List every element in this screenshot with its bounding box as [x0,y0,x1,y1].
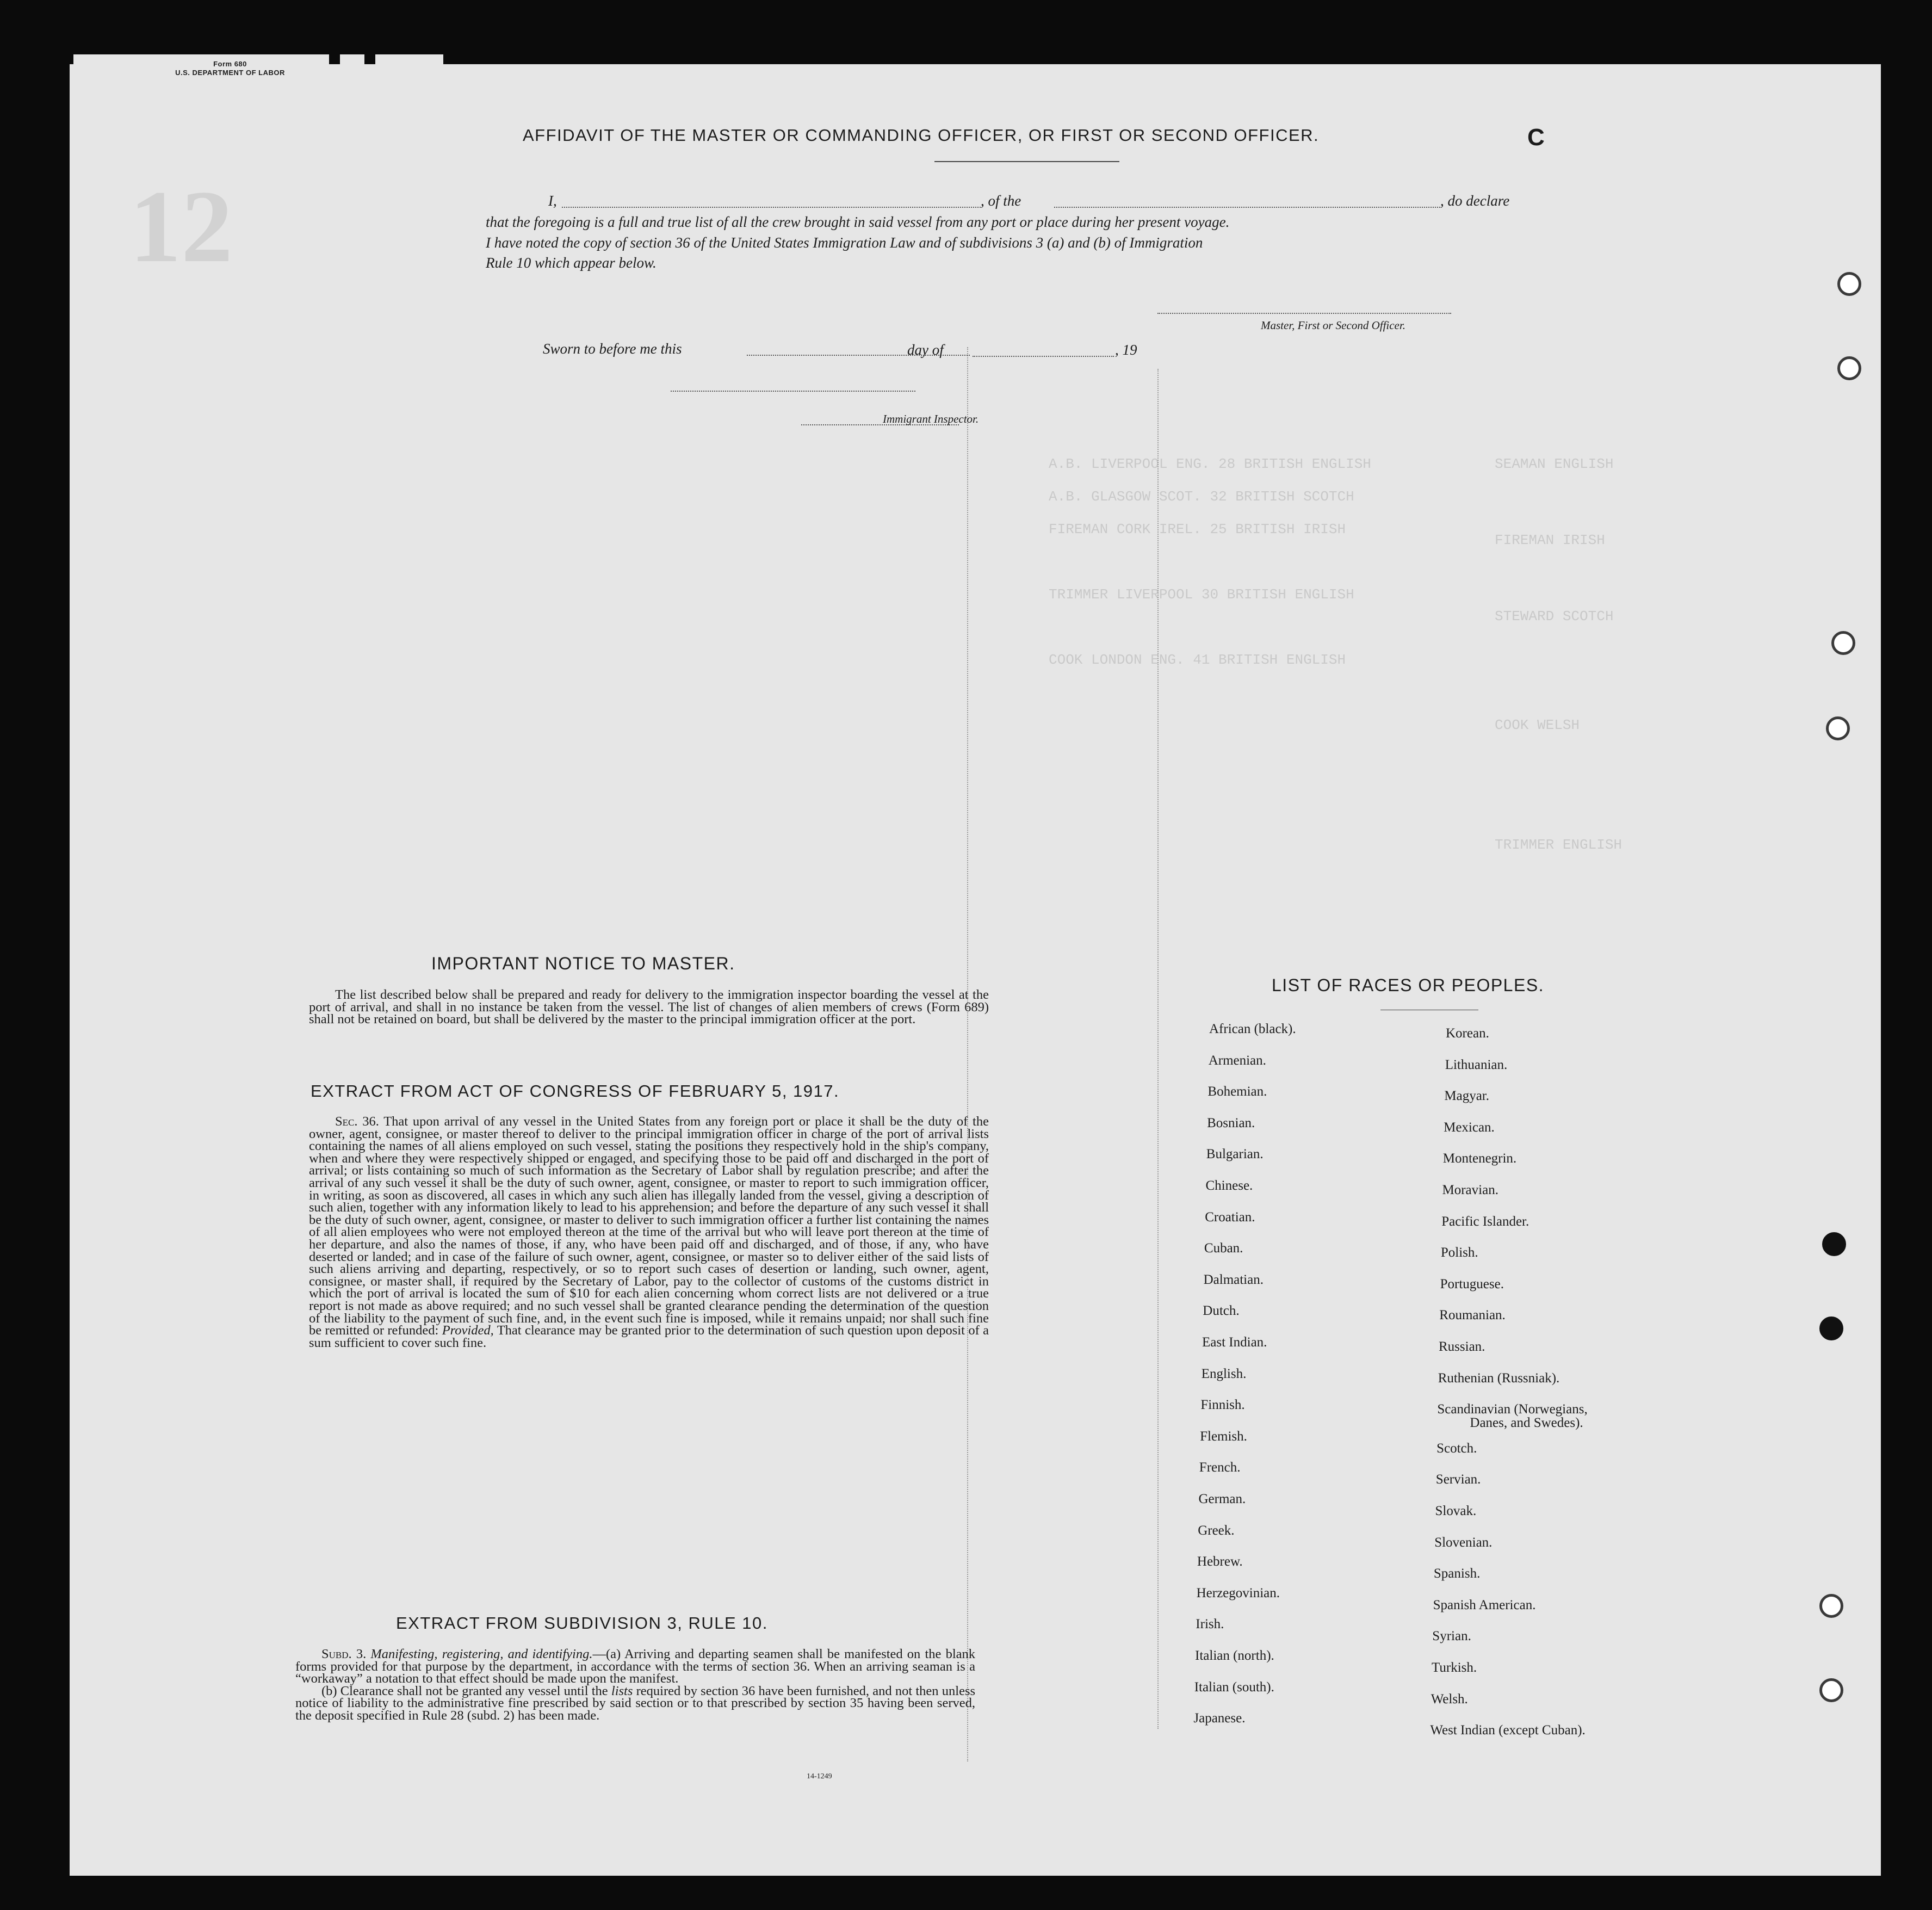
race-item: West Indian (except Cuban). [1430,1723,1586,1738]
document-sheet [70,60,1881,1876]
notice-text: The list described below shall be prepared and ready for delivery to the immigration inspector boarding the vessel at the port of arrival, and shall in no instance be taken from the vessel. The list of changes of alien members of crews (Form 689) shall not be retained on board, but shall be delivered by the master to the principal immigration officer at the port. [309,987,989,1027]
bleed-through-row: TRIMMER ENGLISH [1495,837,1623,853]
department-label: U.S. DEPARTMENT OF LABOR [175,69,285,77]
affidavit-title: AFFIDAVIT OF THE MASTER OR COMMANDING OFFICER, OR FIRST OR SECOND OFFICER. [523,126,1320,145]
race-item: Flemish. [1200,1429,1247,1444]
race-item: Scandinavian (Norwegians, [1437,1402,1588,1417]
bleed-through-row: COOK WELSH [1495,717,1580,733]
binder-hole [1819,1678,1843,1702]
race-item: English. [1201,1366,1247,1381]
race-item: Roumanian. [1439,1308,1506,1323]
race-item: Armenian. [1208,1053,1266,1068]
subd-italic: Manifesting, registering, and identifying. [370,1647,593,1661]
race-item: Herzegovinian. [1196,1585,1280,1600]
race-item: Servian. [1435,1472,1481,1487]
race-item: Scotch. [1436,1441,1477,1456]
column-rule [1157,369,1159,1729]
declaration-line-2: that the foregoing is a full and true list of all the crew brought in said vessel from any port or place during her present voyage. [486,214,1230,230]
race-item: Italian (south). [1194,1679,1274,1695]
bleed-through-row: STEWARD SCOTCH [1495,608,1614,625]
race-item: Slovak. [1435,1504,1477,1518]
race-item: Portuguese. [1440,1276,1504,1291]
race-item: Syrian. [1432,1629,1471,1644]
bleed-through-row: COOK LONDON ENG. 41 BRITISH ENGLISH [1049,652,1346,668]
declaration-of-the: , of the [981,193,1021,209]
declaration-line-3: I have noted the copy of section 36 of the United States Immigration Law and of subdivisions 3 (a) and (b) of Immigration [486,234,1203,251]
race-item: Bosnian. [1207,1115,1255,1130]
race-item: Mexican. [1444,1120,1495,1135]
vessel-line[interactable] [1054,207,1440,208]
subd-text-b-end: required by section 36 have been furnished, and not then unless notice of liability to the administrative fine prescribed by said section or to that prescribed by section 35 having been served, the deposit specified in Rule 28 (subd. 2) has been made. [295,1683,976,1723]
subd-label: Subd. 3. [321,1647,367,1661]
race-item: Magyar. [1444,1089,1490,1104]
bleed-through-row: A.B. GLASGOW SCOT. 32 BRITISH SCOTCH [1049,489,1354,505]
declaration-do-declare: , do declare [1440,193,1510,209]
bleed-through-row: FIREMAN IRISH [1495,532,1605,548]
race-item: Russian. [1439,1339,1485,1354]
binder-hole [1831,631,1855,655]
bleed-through-row: A.B. LIVERPOOL ENG. 28 BRITISH ENGLISH [1049,456,1371,472]
races-title: LIST OF RACES OR PEOPLES. [1272,975,1545,995]
race-item: Welsh. [1431,1691,1468,1707]
act-extract-title: EXTRACT FROM ACT OF CONGRESS OF FEBRUARY 5, 1917. [311,1081,840,1101]
bleed-through-row: TRIMMER LIVERPOOL 30 BRITISH ENGLISH [1049,586,1354,603]
race-item: Hebrew. [1197,1554,1243,1569]
race-item: Finnish. [1200,1398,1245,1413]
master-signature-line[interactable] [1157,313,1451,314]
race-item: Japanese. [1193,1711,1246,1726]
race-item: Spanish American. [1433,1597,1536,1612]
race-item: Dalmatian. [1203,1272,1264,1287]
form-number: Form 680 [213,60,247,68]
subd-text-b-start: (b) Clearance shall not be granted any vessel until the [321,1683,608,1698]
race-item: Moravian. [1442,1183,1498,1197]
race-item: French. [1199,1460,1241,1475]
sworn-label: Sworn to before me this [543,341,682,357]
notice-title: IMPORTANT NOTICE TO MASTER. [431,954,735,973]
race-item: Korean. [1446,1026,1489,1041]
corner-mark: C [1527,124,1545,151]
rule-extract-title: EXTRACT FROM SUBDIVISION 3, RULE 10. [396,1614,768,1633]
race-item: Spanish. [1433,1566,1481,1581]
race-item: German. [1198,1492,1246,1506]
race-item: Bulgarian. [1206,1147,1264,1162]
binder-hole [1819,1316,1843,1340]
race-item: Dutch. [1203,1303,1240,1319]
section-body-end: That clearance may be granted prior to the determination of such question upon deposit of a sum sufficient to cover such fine. [309,1323,989,1350]
section-body: That upon arrival of any vessel in the United States from any foreign port or place it shall be the duty of the owner, agent, consignee, or master thereof to deliver to the principal immigration officer in charge of the port of arrival lists containing the names of all aliens employed on such vessel, stating the positions they respectively hold in the ship's company, when and where they were respectively shipped or engaged, and specifying those to be paid off and discharged in the port of arrival; or lists containing so much of such information as the Secretary of Labor shall by regulation prescribe; and after the arrival of any such vessel it shall be the duty of such owner, agent, consignee, or master to report to such immigration officer, in writing, as soon as discovered, all cases in which any such alien has illegally landed from the vessel, giving a description of such alien, together with any information likely to lead to his apprehension; and before the departure of any such vessel it shall be the duty of such owner, agent, consignee, or master to deliver to such immigration officer a further list containing the names of all alien employees who were not employed thereon at the time of the arrival but who will leave port thereon at the time of her departure, and also the names of those, if any, who have been paid off and discharged, and of those, if any, who have deserted or landed; and in case of the failure of such owner, agent, consignee, or master so to deliver either of the said lists of such aliens arriving and departing, respectively, or so to report such cases of desertion or landing, such owner, agent, consignee, or master shall, if required by the Secretary of Labor, pay to the collector of customs of the customs district in which the port of arrival is located the sum of $10 for each alien concerning whom correct lists are not delivered or a true report is not made as above required; and no such vessel shall be granted clearance pending the determination of the question of the liability to the payment of such fine, and, in the event such fine is imposed, while it remains unpaid; nor shall such fine be remitted or refunded: [309,1114,989,1338]
declaration-line-4: Rule 10 which appear below. [486,255,657,271]
name-line[interactable] [562,207,981,208]
race-item: Polish. [1440,1245,1478,1260]
race-item: Greek. [1198,1523,1235,1538]
race-item: East Indian. [1202,1335,1267,1350]
subd-text-b-lists: lists [611,1683,633,1698]
race-item: African (black). [1209,1022,1296,1036]
race-item: Montenegrin. [1442,1151,1517,1166]
master-signature-label: Master, First or Second Officer. [1261,319,1405,332]
binder-hole [1837,272,1861,296]
binder-hole [1822,1232,1846,1256]
race-item: Turkish. [1432,1660,1477,1675]
race-item: Pacific Islander. [1441,1214,1530,1229]
race-item-continuation: Danes, and Swedes). [1470,1415,1583,1431]
day-of-label: day of [907,342,944,358]
year-label: , 19 [1115,342,1137,358]
race-item: Cuban. [1204,1241,1243,1256]
act-extract-text [309,1116,989,1349]
provided-word: Provided, [442,1323,494,1338]
race-item: Lithuanian. [1445,1057,1508,1072]
declaration-i: I, [548,193,557,209]
race-item: Chinese. [1205,1178,1253,1193]
bleed-through-number: 12 [129,170,233,284]
bleed-through-row: SEAMAN ENGLISH [1495,456,1614,472]
inspector-line-upper[interactable] [671,391,915,392]
binder-hole [1826,716,1850,740]
footer-code: 14-1249 [807,1772,832,1781]
bleed-through-row: FIREMAN CORK IREL. 25 BRITISH IRISH [1049,521,1346,537]
column-rule [967,347,968,1761]
inspector-label: Immigrant Inspector. [883,412,979,425]
race-item: Italian (north). [1195,1648,1274,1663]
race-item: Bohemian. [1208,1084,1267,1099]
race-item: Slovenian. [1434,1535,1493,1550]
binder-hole [1819,1594,1843,1618]
sworn-month-line[interactable] [973,356,1114,357]
race-item: Croatian. [1205,1209,1255,1225]
rule-extract-text [295,1648,975,1722]
race-item: Irish. [1196,1617,1224,1632]
title-underline [934,161,1119,162]
section-label: Sec. 36. [335,1114,379,1129]
subd-text-a: —(a) Arriving and departing seamen shall be manifested on the blank forms provided for that purpose by the department, in accordance with the terms of section 36. When an arriving seaman is a “workaway” a notation to that effect should be made upon the manifest. [295,1647,975,1686]
binder-hole [1837,356,1861,380]
race-item: Ruthenian (Russniak). [1438,1370,1560,1386]
